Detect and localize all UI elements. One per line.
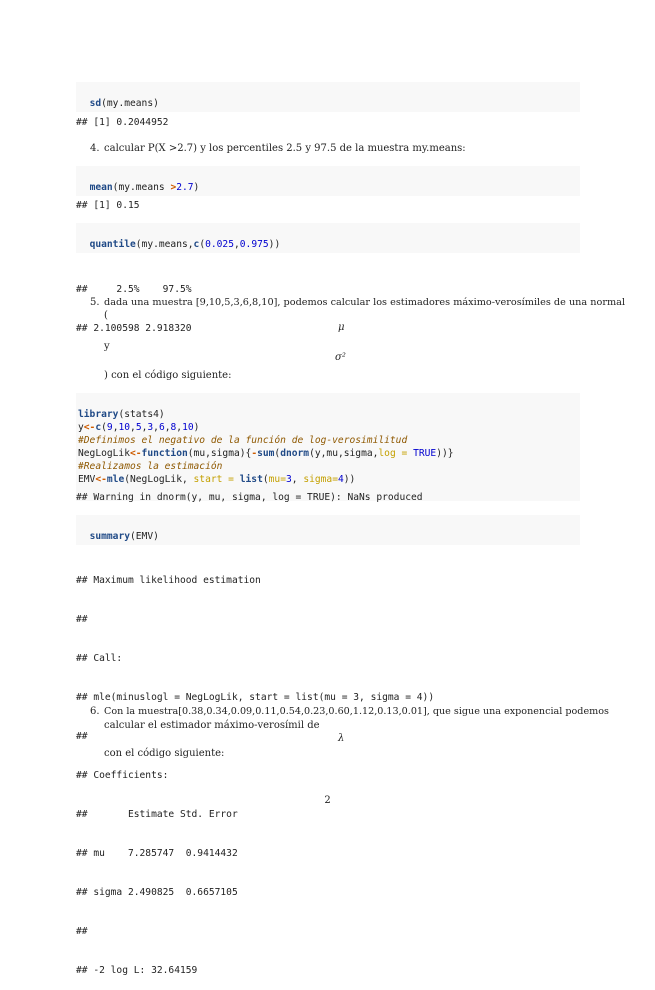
item-5-number: 5. [90, 297, 100, 308]
output-line: ## [76, 731, 88, 742]
page-number: 2 [324, 795, 331, 806]
output-warning: ## Warning in dnorm(y, mu, sigma, log = TRUE): NaNs produced [76, 492, 423, 503]
code-sd: sd [89, 98, 102, 109]
output-line: ## 2.5% 97.5% [76, 284, 192, 295]
item-6-tail: con el código siguiente: [104, 748, 225, 759]
item-6-line1: Con la muestra[0.38,0.34,0.09,0.11,0.54,0.23,0.60,1.12,0.13,0.01], que sigue una exponencial podemos [104, 706, 609, 717]
code-block-summary: summary(EMV) [76, 515, 580, 545]
output-line: ## Maximum likelihood estimation [76, 575, 261, 586]
output-line: ## sigma 2.490825 0.6657105 [76, 887, 238, 898]
output-line: ## Coefficients: [76, 770, 169, 781]
item-6-number: 6. [90, 706, 100, 717]
output-line: ## [76, 926, 88, 937]
output-summary [76, 548, 580, 990]
code-block-mle: library(stats4) y<-c(9,10,5,3,6,8,10) #Definimos el negativo de la función de log-verosimilitud NegLogLik<-function(mu,sigma){-sum(dnorm(y,mu,sigma,log = TRUE))} #Realizamos la estimación EMV<-mle(NegLogLik, start = list(mu=3, sigma=4)) [76, 393, 580, 501]
math-sigma2: σ² [335, 352, 346, 363]
output-line: ## mle(minuslogl = NegLogLik, start = list(mu = 3, sigma = 4)) [76, 692, 435, 703]
code-block-quantile: quantile(my.means,c(0.025,0.975)) [76, 223, 580, 253]
code-block-sd: sd(my.means) [76, 82, 580, 112]
math-lambda: λ [338, 733, 345, 744]
output-line: ## -2 log L: 32.64159 [76, 965, 198, 976]
code-comment: #Definimos el negativo de la función de log-verosimilitud [78, 435, 408, 446]
item-4-text: calcular P(X >2.7) y los percentiles 2.5 y 97.5 de la muestra my.means: [104, 143, 466, 154]
item-6-line2: calcular el estimador máximo-verosímil de [104, 720, 320, 731]
output-line: ## Call: [76, 653, 123, 664]
item-5-y: y [104, 341, 110, 352]
item-5-tail: ) con el código siguiente: [104, 370, 232, 381]
output-line: ## mu 7.285747 0.9414432 [76, 848, 238, 859]
item-5-text: dada una muestra [9,10,5,3,6,8,10], podemos calcular los estimadores máximo-verosímiles de una normal [104, 297, 626, 308]
output-mean: ## [1] 0.15 [76, 200, 140, 211]
code-comment: #Realizamos la estimación [78, 461, 223, 472]
output-line: ## 2.100598 2.918320 [76, 323, 192, 334]
item-5-open-paren: ( [104, 310, 108, 321]
output-sd: ## [1] 0.2044952 [76, 117, 169, 128]
code-block-mean: mean(my.means >2.7) [76, 166, 580, 196]
item-4-number: 4. [90, 143, 100, 154]
math-mu: μ [338, 322, 345, 333]
output-line: ## [76, 614, 88, 625]
output-line: ## Estimate Std. Error [76, 809, 238, 820]
